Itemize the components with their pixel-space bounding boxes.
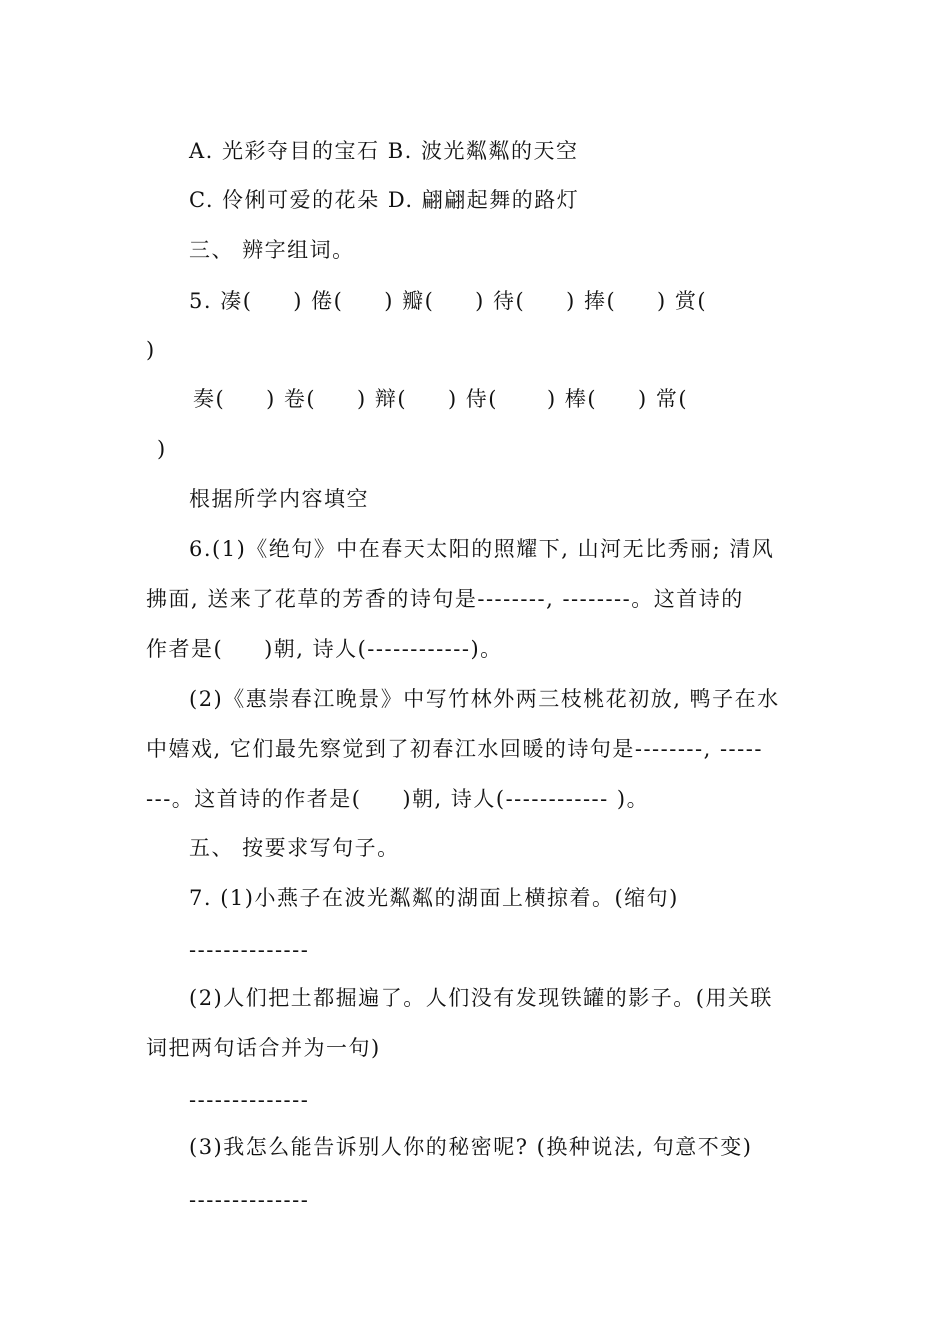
question-6-part-2-line-2: 中嬉戏, 它们最先察觉到了初春江水回暖的诗句是--------, ----- bbox=[146, 737, 763, 761]
question-5-row-2: 奏( ) 卷( ) 辩( ) 侍( ) 棒( ) 常( bbox=[193, 387, 689, 411]
section-5-heading: 五、 按要求写句子。 bbox=[189, 836, 400, 860]
section-4-heading: 根据所学内容填空 bbox=[189, 487, 369, 511]
question-6-part-1-line-1: 6.(1)《绝句》中在春天太阳的照耀下, 山河无比秀丽; 清风 bbox=[189, 537, 775, 561]
question-7-part-3: (3)我怎么能告诉别人你的秘密呢? (换种说法, 句意不变) bbox=[189, 1135, 753, 1159]
question-7-part-1: 7. (1)小燕子在波光粼粼的湖面上横掠着。(缩句) bbox=[189, 886, 679, 910]
question-6-part-2-line-1: (2)《惠崇春江晚景》中写竹林外两三枝桃花初放, 鸭子在水 bbox=[189, 687, 780, 711]
question-6-part-2-line-3: ---。这首诗的作者是( )朝, 诗人(------------ )。 bbox=[146, 787, 650, 811]
option-line-cd: C. 伶俐可爱的花朵 D. 翩翩起舞的路灯 bbox=[189, 188, 580, 212]
section-3-heading: 三、 辨字组词。 bbox=[189, 238, 355, 262]
question-7-part-1-answer-blank: -------------- bbox=[189, 938, 310, 962]
question-7-part-2-answer-blank: -------------- bbox=[189, 1088, 310, 1112]
question-5-row-1: 5. 凑( ) 倦( ) 瓣( ) 待( ) 捧( ) 赏( bbox=[189, 289, 708, 313]
option-line-ab: A. 光彩夺目的宝石 B. 波光粼粼的天空 bbox=[189, 139, 579, 163]
question-6-part-1-line-2: 拂面, 送来了花草的芳香的诗句是--------, --------。这首诗的 bbox=[146, 587, 744, 611]
question-7-part-2-line-1: (2)人们把土都掘遍了。人们没有发现铁罐的影子。(用关联 bbox=[189, 986, 773, 1010]
question-7-part-2-line-2: 词把两句话合并为一句) bbox=[146, 1036, 381, 1060]
question-5-row-2-wrap: ) bbox=[157, 437, 167, 461]
question-6-part-1-line-3: 作者是( )朝, 诗人(------------)。 bbox=[146, 637, 503, 661]
question-7-part-3-answer-blank: -------------- bbox=[189, 1188, 310, 1212]
question-5-row-1-wrap: ) bbox=[146, 338, 156, 362]
